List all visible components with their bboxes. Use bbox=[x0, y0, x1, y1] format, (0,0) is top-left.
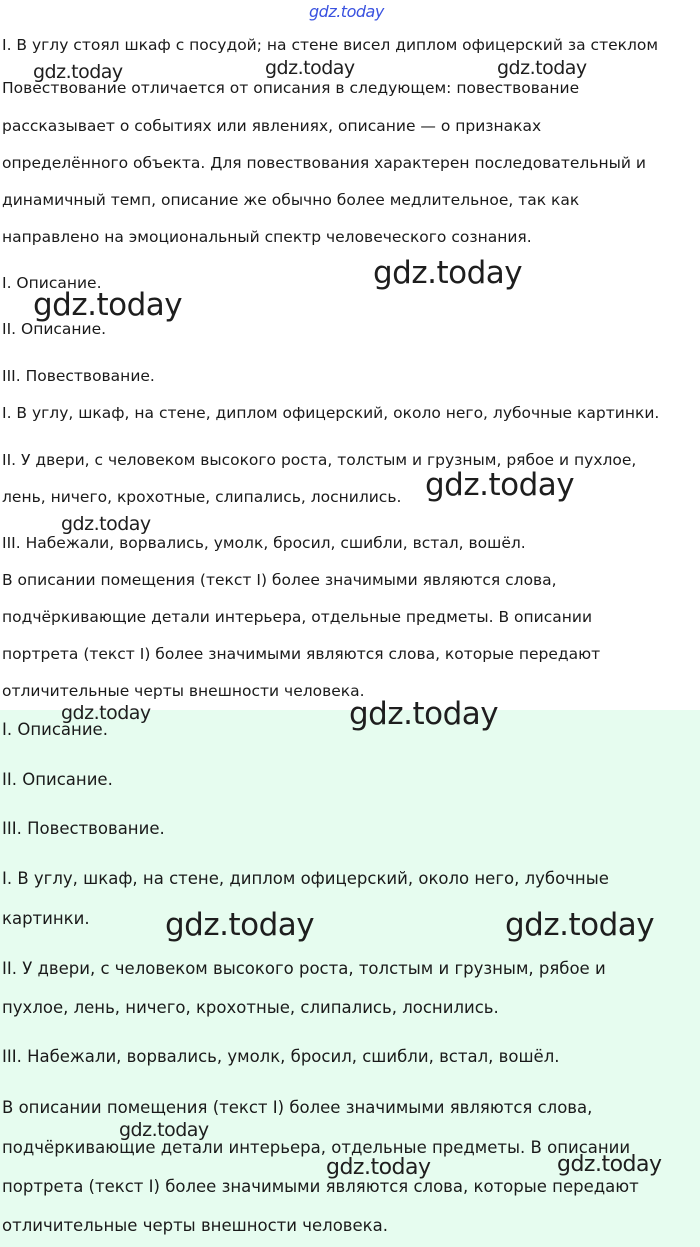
site-logo-watermark: gdz.today bbox=[309, 2, 384, 21]
watermark: gdz.today bbox=[373, 255, 523, 291]
answer-line: подчёркивающие детали интерьера, отдельные предметы. В описании bbox=[2, 1138, 631, 1157]
answer-line: пухлое, лень, ничего, крохотные, слипались, лоснились. bbox=[2, 998, 499, 1017]
watermark: gdz.today bbox=[33, 287, 183, 323]
text-line: лень, ничего, крохотные, слипались, лоснились. bbox=[2, 488, 402, 506]
watermark: gdz.today bbox=[61, 513, 151, 535]
answer-line: II. У двери, с человеком высокого роста, толстым и грузным, рябое и bbox=[2, 959, 606, 978]
watermark: gdz.today bbox=[119, 1119, 209, 1141]
text-line: III. Повествование. bbox=[2, 367, 155, 385]
text-line: направлено на эмоциональный спектр человеческого сознания. bbox=[2, 228, 532, 246]
watermark: gdz.today bbox=[326, 1155, 431, 1180]
answer-line: картинки. bbox=[2, 909, 90, 928]
text-line: динамичный темп, описание же обычно более медлительное, так как bbox=[2, 191, 580, 209]
watermark: gdz.today bbox=[505, 907, 655, 943]
watermark: gdz.today bbox=[61, 702, 151, 724]
text-line: подчёркивающие детали интерьера, отдельные предметы. В описании bbox=[2, 608, 593, 626]
text-line: III. Набежали, ворвались, умолк, бросил, сшибли, встал, вошёл. bbox=[2, 534, 526, 552]
text-line: II. Описание. bbox=[2, 320, 107, 338]
answer-line: отличительные черты внешности человека. bbox=[2, 1216, 388, 1235]
text-line: определённого объекта. Для повествования характерен последовательный и bbox=[2, 154, 646, 172]
text-line: Повествование отличается от описания в следующем: повествование bbox=[2, 79, 580, 97]
answer-line: I. В углу, шкаф, на стене, диплом офицерский, около него, лубочные bbox=[2, 869, 609, 888]
watermark: gdz.today bbox=[265, 57, 355, 79]
text-line: I. В углу, шкаф, на стене, диплом офицерский, около него, лубочные картинки. bbox=[2, 404, 660, 422]
watermark: gdz.today bbox=[33, 61, 123, 83]
answer-line: портрета (текст I) более значимыми являются слова, которые передают bbox=[2, 1177, 639, 1196]
text-line: рассказывает о событиях или явлениях, описание — о признаках bbox=[2, 117, 542, 135]
text-line: I. Описание. bbox=[2, 274, 102, 292]
watermark: gdz.today bbox=[165, 907, 315, 943]
watermark: gdz.today bbox=[497, 57, 587, 79]
watermark: gdz.today bbox=[425, 467, 575, 503]
text-line: портрета (текст I) более значимыми являются слова, которые передают bbox=[2, 645, 601, 663]
answer-line: III. Набежали, ворвались, умолк, бросил, сшибли, встал, вошёл. bbox=[2, 1047, 560, 1066]
answer-line: I. Описание. bbox=[2, 720, 108, 739]
answer-line: III. Повествование. bbox=[2, 819, 165, 838]
text-line: отличительные черты внешности человека. bbox=[2, 682, 365, 700]
text-line: I. В углу стоял шкаф с посудой; на стене висел диплом офицерский за стеклом bbox=[2, 36, 659, 54]
answer-line: II. Описание. bbox=[2, 770, 113, 789]
watermark: gdz.today bbox=[557, 1152, 662, 1177]
text-line: В описании помещения (текст I) более значимыми являются слова, bbox=[2, 571, 557, 589]
text-line: II. У двери, с человеком высокого роста, толстым и грузным, рябое и пухлое, bbox=[2, 451, 637, 469]
watermark: gdz.today bbox=[349, 696, 499, 732]
answer-line: В описании помещения (текст I) более значимыми являются слова, bbox=[2, 1098, 593, 1117]
